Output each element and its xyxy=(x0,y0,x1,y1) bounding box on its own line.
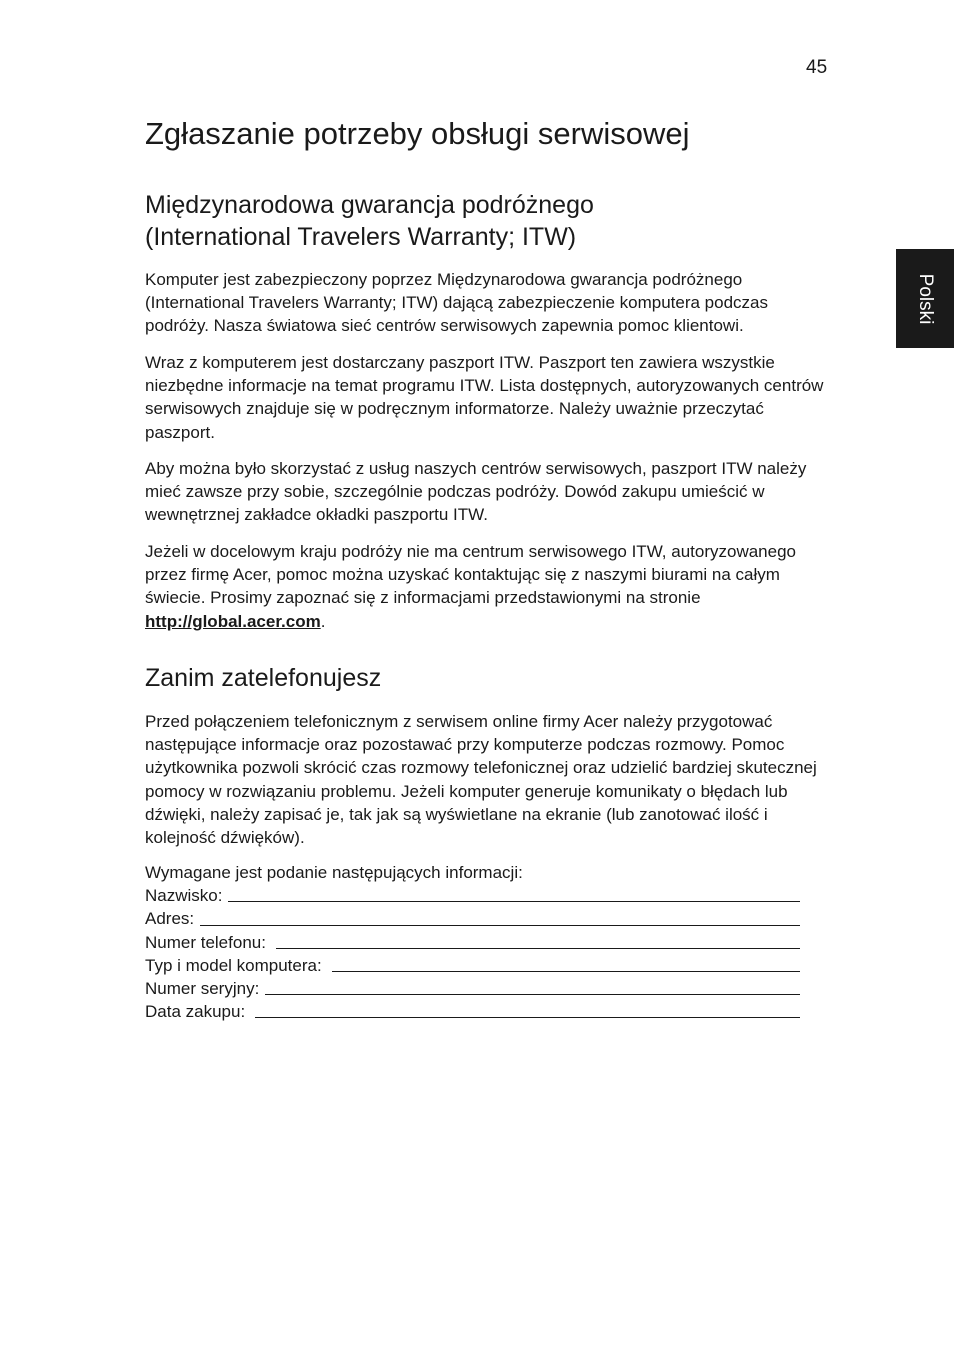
form-row-phone xyxy=(145,931,800,954)
form-row-name xyxy=(145,884,800,907)
side-tab-label: Polski xyxy=(915,273,936,324)
form-label-purchase-date: Data zakupu: xyxy=(145,1002,246,1022)
form-line-phone[interactable] xyxy=(276,948,800,949)
page-title: Zgłaszanie potrzeby obsługi serwisowej xyxy=(145,116,690,151)
page-number: 45 xyxy=(806,57,828,78)
form-label-phone: Numer telefonu: xyxy=(145,932,266,952)
info-form xyxy=(145,861,800,1023)
itw-paragraph-1: Komputer jest zabezpieczony poprzez Międzynarodowa gwarancja podróżnego (International Travelers Warranty; ITW) dającą zabezpieczenie komputera podczas podróży. Nasza światowa sieć centrów serwisowych zapewnia pomoc klientowi. xyxy=(145,270,768,336)
before-call-paragraph: Przed połączeniem telefonicznym z serwisem online firmy Acer należy przygotować następujące informacje oraz pozostawać przy komputerze podczas rozmowy. Pomoc użytkownika pozwoli skrócić czas rozmowy telefonicznej oraz udzielić bardziej skutecznej pomocy w rozwiązaniu problemu. Jeżeli komputer generuje komunikaty o błędach lub dźwięki, należy zapisać je, tak jak są wyświetlane na ekranie (lub zanotować ilość i kolejność dźwięków). xyxy=(145,712,817,848)
form-row-model xyxy=(145,954,800,977)
acer-global-link[interactable]: http://global.acer.com xyxy=(145,611,321,631)
before-call-heading: Zanim zatelefonujesz xyxy=(145,664,382,692)
language-side-tab xyxy=(896,249,954,348)
form-row-purchase-date xyxy=(145,1000,800,1023)
form-intro: Wymagane jest podanie następujących informacji: xyxy=(145,862,523,882)
form-label-name: Nazwisko: xyxy=(145,886,223,906)
form-row-serial xyxy=(145,977,800,1000)
itw-heading-line1: Międzynarodowa gwarancja podróżnego xyxy=(145,191,594,219)
itw-paragraph-4 xyxy=(145,540,835,633)
form-label-model: Typ i model komputera: xyxy=(145,955,322,975)
itw-heading xyxy=(145,189,594,253)
form-line-name[interactable] xyxy=(228,901,800,902)
form-line-purchase-date[interactable] xyxy=(255,1017,800,1018)
itw-paragraph-4-end: . xyxy=(320,611,326,631)
form-line-model[interactable] xyxy=(332,971,800,972)
form-label-address: Adres: xyxy=(145,909,195,929)
itw-paragraph-2: Wraz z komputerem jest dostarczany paszport ITW. Paszport ten zawiera wszystkie niezbędne informacje na temat programu ITW. Lista dostępnych, autoryzowanych centrów serwisowych znajduje się w podręcznym informatorze. Należy uważnie przeczytać paszport. xyxy=(145,353,824,442)
form-row-address xyxy=(145,907,800,930)
itw-paragraph-3: Aby można było skorzystać z usług naszych centrów serwisowych, paszport ITW należy mieć zawsze przy sobie, szczególnie podczas podróży. Dowód zakupu umieścić w wewnętrznej zakładce okładki paszportu ITW. xyxy=(145,459,807,525)
itw-paragraph-4-text: Jeżeli w docelowym kraju podróży nie ma centrum serwisowego ITW, autoryzowanego przez firmę Acer, pomoc można uzyskać kontaktując się z naszymi biurami na całym świecie. Prosimy zapoznać się z informacjami przedstawionymi na stronie xyxy=(145,542,796,608)
form-line-serial[interactable] xyxy=(265,994,800,995)
form-line-address[interactable] xyxy=(200,925,800,926)
itw-heading-line2: (International Travelers Warranty; ITW) xyxy=(145,223,577,251)
form-label-serial: Numer seryjny: xyxy=(145,978,260,998)
